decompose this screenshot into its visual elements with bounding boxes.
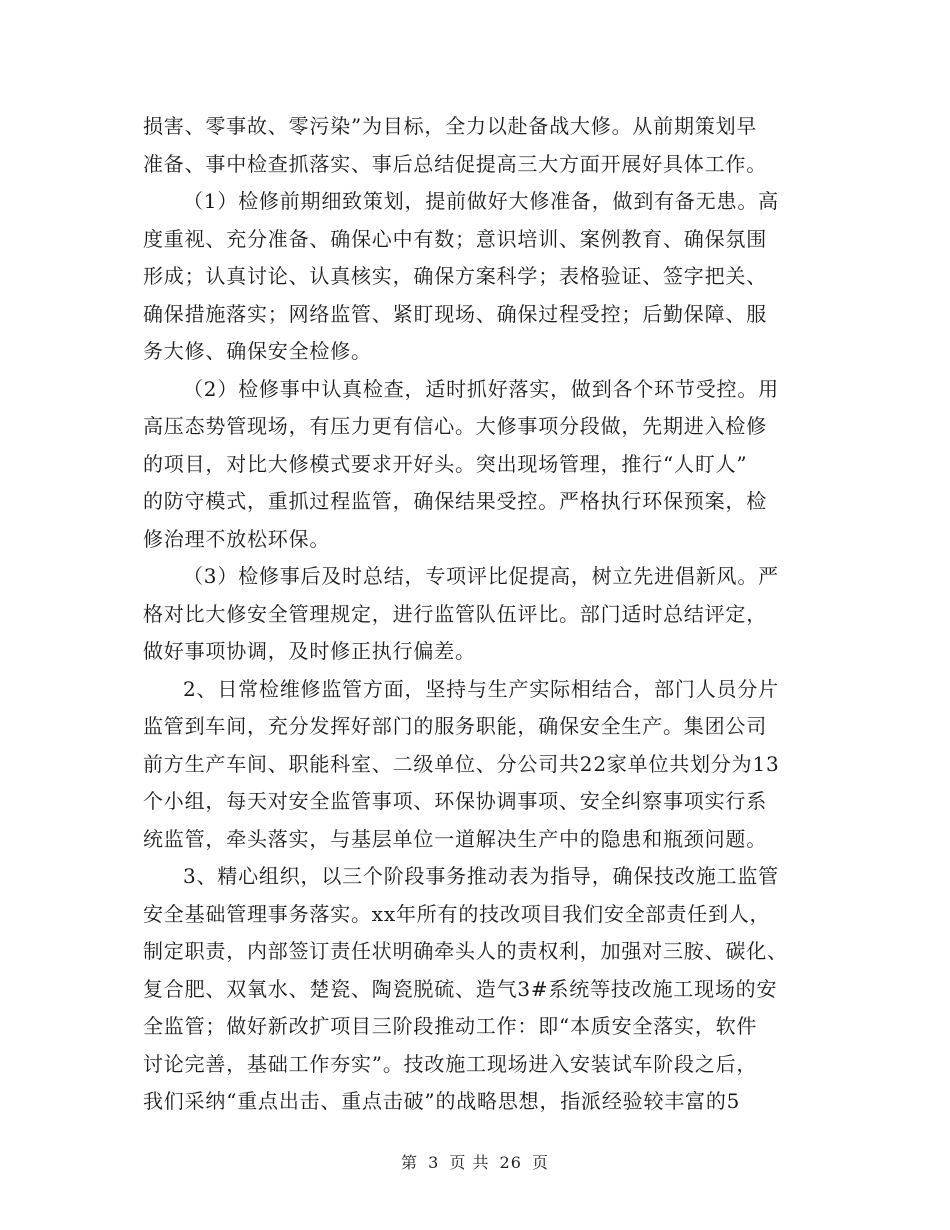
- text-line: 做好事项协调，及时修正执行偏差。: [143, 639, 476, 663]
- text-line: （3）检修事后及时总结，专项评比促提高，树立先进倡新风。严: [183, 564, 779, 588]
- text-line: 度重视、充分准备、确保心中有数；意识培训、案例教育、确保氛围: [143, 226, 767, 251]
- footer-current-page: 3: [428, 1153, 440, 1172]
- text-line: 我们采纳“重点出击、重点击破”的战略思想，指派经验较丰富的5: [143, 1089, 741, 1113]
- text-line: 个小组，每天对安全监管事项、环保协调事项、安全纠察事项实行系: [143, 789, 767, 813]
- text-line: 制定职责，内部签订责任状明确牵头人的责权利，加强对三胺、碳化、: [143, 939, 788, 963]
- text-line: 全监管；做好新改扩项目三阶段推动工作：即“本质安全落实，软件: [143, 1014, 758, 1038]
- text-line: 确保措施落实；网络监管、紧盯现场、确保过程受控；后勤保障、服: [143, 301, 767, 326]
- text-line: 修治理不放松环保。: [143, 526, 331, 551]
- footer-prefix: 第: [400, 1153, 418, 1172]
- footer-middle: 页 共: [449, 1153, 490, 1172]
- text-line: 讨论完善，基础工作夯实”。技改施工现场进入安装试车阶段之后，: [143, 1051, 758, 1076]
- text-line: （2）检修事中认真检查，适时抓好落实，做到各个环节受控。用: [183, 376, 779, 401]
- text-line: 的防守模式，重抓过程监管，确保结果受控。严格执行环保预案，检: [143, 489, 767, 513]
- document-body: [143, 108, 813, 1121]
- text-line: 高压态势管现场，有压力更有信心。大修事项分段做，先期进入检修: [143, 414, 767, 438]
- text-line: 务大修、确保安全检修。: [143, 339, 372, 363]
- text-line: 的项目，对比大修模式要求开好头。突出现场管理，推行“人盯人”: [143, 451, 748, 476]
- text-line: 准备、事中检查抓落实、事后总结促提高三大方面开展好具体工作。: [143, 151, 767, 176]
- text-line: 复合肥、双氧水、楚瓷、陶瓷脱硫、造气3#系统等技改施工现场的安: [143, 976, 778, 1001]
- text-line: （1）检修前期细致策划，提前做好大修准备，做到有备无患。高: [183, 189, 779, 213]
- page-footer: [0, 1150, 950, 1173]
- text-line: 监管到车间，充分发挥好部门的服务职能，确保安全生产。集团公司: [143, 714, 767, 738]
- text-line: 统监管，牵头落实，与基层单位一道解决生产中的隐患和瓶颈问题。: [143, 826, 767, 851]
- text-line: 损害、零事故、零污染”为目标，全力以赴备战大修。从前期策划早: [143, 114, 758, 138]
- text-line: 前方生产车间、职能科室、二级单位、分公司共22家单位共划分为13: [143, 751, 780, 776]
- text-line: 3、精心组织，以三个阶段事务推动表为指导，确保技改施工监管: [183, 864, 779, 888]
- text-line: 2、日常检维修监管方面，坚持与生产实际相结合，部门人员分片: [183, 676, 779, 701]
- text-line: 格对比大修安全管理规定，进行监管队伍评比。部门适时总结评定，: [143, 601, 767, 626]
- text-line: 形成；认真讨论、认真核实，确保方案科学；表格验证、签字把关、: [143, 264, 767, 288]
- text-line: 安全基础管理事务落实。xx年所有的技改项目我们安全部责任到人，: [143, 901, 771, 926]
- footer-suffix: 页: [532, 1153, 550, 1172]
- footer-total-pages: 26: [499, 1153, 522, 1172]
